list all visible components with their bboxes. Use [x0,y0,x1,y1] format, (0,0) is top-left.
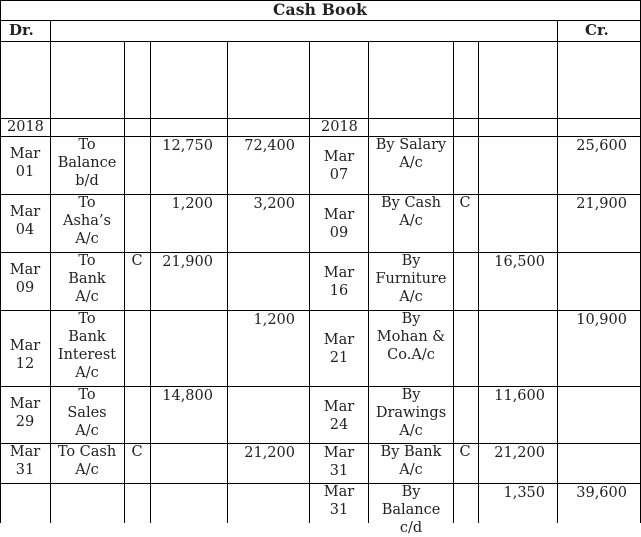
credit-date: 16 [329,283,349,299]
credit-date: Mar [323,332,355,348]
debit-bank: 21,200 [244,445,295,461]
debit-date: 31 [15,462,35,478]
credit-date: Mar [323,445,355,461]
credit-bank: 39,600 [576,485,627,501]
credit-cash: 11,600 [494,388,545,404]
debit-date: 01 [15,164,35,180]
credit-date: 07 [329,167,349,183]
debit-date: Mar [9,444,41,460]
credit-particulars: A/c [399,462,423,478]
debit-date: 29 [15,414,35,430]
credit-particulars: c/d [399,520,423,536]
credit-particulars: A/c [399,155,423,171]
debit-particulars: A/c [75,231,99,247]
credit-particulars: A/c [399,423,423,439]
credit-particulars: Mohan & [376,329,446,345]
debit-particulars: To Cash [57,444,117,460]
credit-date: Mar [323,265,355,281]
credit-particulars: Balance [381,502,441,518]
debit-particulars: A/c [75,365,99,381]
credit-date: Mar [323,149,355,165]
debit-particulars: A/c [75,462,99,478]
dr-label: Dr. [9,21,34,39]
debit-particulars: To [78,253,96,269]
credit-particulars: By Salary [375,137,447,153]
credit-cash: 21,200 [494,445,545,461]
debit-date: Mar [9,262,41,278]
credit-particulars: By Bank [380,444,442,460]
debit-date: 12 [15,356,35,372]
debit-particulars: Interest [57,347,117,363]
credit-particulars: Co.A/c [387,347,435,363]
credit-particulars: Drawings [375,405,447,421]
debit-bank: 3,200 [253,196,295,212]
credit-lf: C [459,195,471,211]
page-title: Cash Book [272,0,368,19]
credit-particulars: By [401,311,421,327]
debit-cash: 14,800 [162,388,213,404]
debit-date: 04 [15,222,35,238]
year-left: 2018 [7,119,44,135]
credit-bank: 10,900 [576,312,627,328]
debit-cash: 21,900 [162,254,213,270]
credit-date: 21 [329,350,349,366]
credit-date: 31 [329,463,349,479]
debit-bank: 1,200 [253,312,295,328]
debit-date: Mar [9,396,41,412]
debit-particulars: Asha’s [63,213,111,229]
credit-date: 31 [329,502,349,518]
credit-particulars: A/c [399,213,423,229]
debit-particulars: Balance [57,155,117,171]
credit-lf: C [459,444,471,460]
debit-particulars: To [78,195,96,211]
credit-date: Mar [323,399,355,415]
credit-bank: 25,600 [576,138,627,154]
debit-date: Mar [9,146,41,162]
credit-particulars: By Cash [381,195,441,211]
credit-particulars: A/c [399,289,423,305]
debit-lf: C [131,444,143,460]
credit-date: Mar [323,484,355,500]
credit-date: Mar [323,207,355,223]
cr-label: Cr. [585,21,609,39]
credit-particulars: By [401,253,421,269]
credit-particulars: By [401,387,421,403]
debit-particulars: To [78,311,96,327]
year-right: 2018 [321,119,358,135]
debit-date: 09 [15,280,35,296]
credit-particulars: Furniture [375,271,447,287]
credit-particulars: By [401,484,421,500]
debit-particulars: b/d [75,173,99,189]
debit-particulars: To [78,137,96,153]
debit-cash: 1,200 [171,196,213,212]
credit-date: 24 [329,417,349,433]
credit-cash: 16,500 [494,254,545,270]
debit-cash: 12,750 [162,138,213,154]
debit-particulars: Sales [67,405,107,421]
debit-date: Mar [9,338,41,354]
debit-particulars: Bank [68,271,106,287]
credit-date: 09 [329,225,349,241]
debit-date: Mar [9,204,41,220]
debit-particulars: A/c [75,423,99,439]
debit-particulars: Bank [68,329,106,345]
debit-lf: C [131,253,143,269]
credit-bank: 21,900 [576,196,627,212]
debit-bank: 72,400 [244,138,295,154]
credit-cash: 1,350 [503,485,545,501]
debit-particulars: To [78,387,96,403]
debit-particulars: A/c [75,289,99,305]
